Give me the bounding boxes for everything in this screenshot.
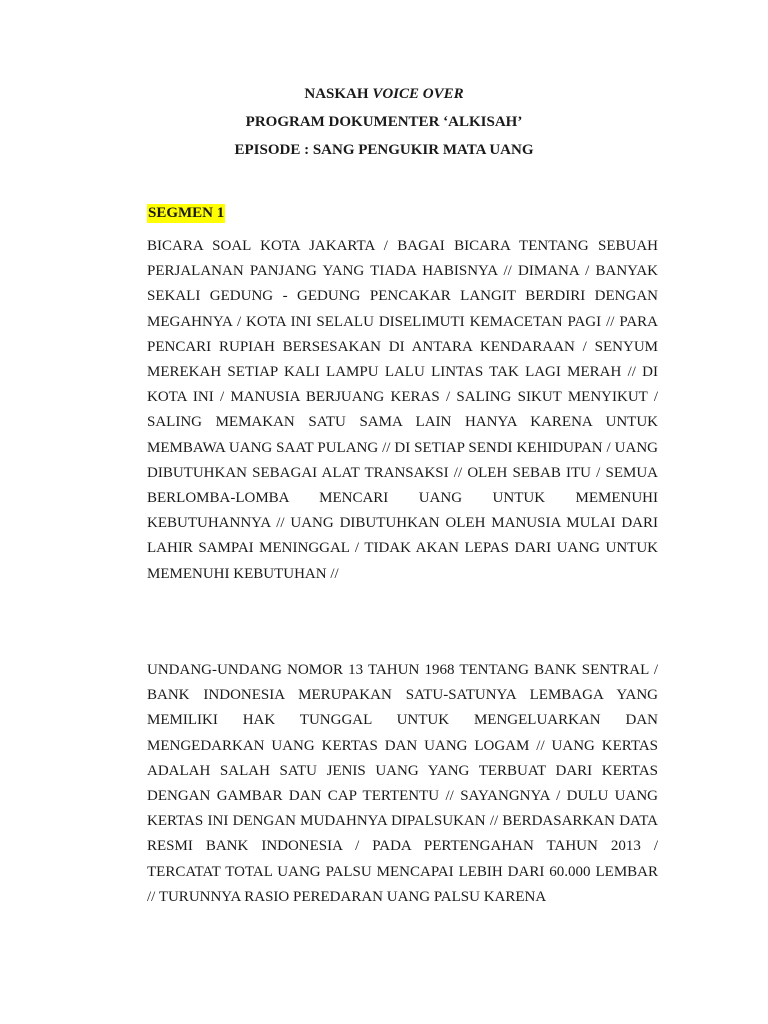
script-title-italic: VOICE OVER — [372, 86, 464, 102]
paragraph-2: UNDANG-UNDANG NOMOR 13 TAHUN 1968 TENTANG BANK SENTRAL / BANK INDONESIA MERUPAKAN SATU-SATUNYA LEMBAGA YANG MEMILIKI HAK TUNGGAL UNTUK MENGELUARKAN DAN MENGEDARKAN UANG KERTAS DAN UANG LOGAM // UANG KERTAS ADALAH SALAH SATU JENIS UANG YANG TERBUAT DARI KERTAS DENGAN GAMBAR DAN CAP TERTENTU // SAYANGNYA / DULU UANG KERTAS INI DENGAN MUDAHNYA DIPALSUKAN // BERDASARKAN DATA RESMI BANK INDONESIA / PADA PERTENGAHAN TAHUN 2013 / TERCATAT TOTAL UANG PALSU MENCAPAI LEBIH DARI 60.000 LEMBAR // TURUNNYA RASIO PEREDARAN UANG PALSU KARENA — [147, 662, 658, 905]
episode-title: EPISODE : SANG PENGUKIR MATA UANG — [234, 142, 534, 158]
script-title — [0, 84, 768, 112]
segment-label: SEGMEN 1 — [148, 205, 225, 221]
program-title: PROGRAM DOKUMENTER ‘ALKISAH’ — [245, 114, 523, 130]
document-header — [0, 84, 768, 168]
script-title-prefix: NASKAH — [304, 86, 373, 102]
paragraph-1: BICARA SOAL KOTA JAKARTA / BAGAI BICARA TENTANG SEBUAH PERJALANAN PANJANG YANG TIADA HABISNYA // DIMANA / BANYAK SEKALI GEDUNG - GEDUNG PENCAKAR LANGIT BERDIRI DENGAN MEGAHNYA / KOTA INI SELALU DISELIMUTI KEMACETAN PAGI // PARA PENCARI RUPIAH BERSESAKAN DI ANTARA KENDARAAN / SENYUM MEREKAH SETIAP KALI LAMPU LALU LINTAS TAK LAGI MERAH // DI KOTA INI / MANUSIA BERJUANG KERAS / SALING SIKUT MENYIKUT / SALING MEMAKAN SATU SAMA LAIN HANYA KARENA UNTUK MEMBAWA UANG SAAT PULANG // DI SETIAP SENDI KEHIDUPAN / UANG DIBUTUHKAN SEBAGAI ALAT TRANSAKSI // OLEH SEBAB ITU / SEMUA BERLOMBA-LOMBA MENCARI UANG UNTUK MEMENUHI KEBUTUHANNYA // UANG DIBUTUHKAN OLEH MANUSIA MULAI DARI LAHIR SAMPAI MENINGGAL / TIDAK AKAN LEPAS DARI UANG UNTUK MEMENUHI KEBUTUHAN // — [147, 238, 658, 582]
